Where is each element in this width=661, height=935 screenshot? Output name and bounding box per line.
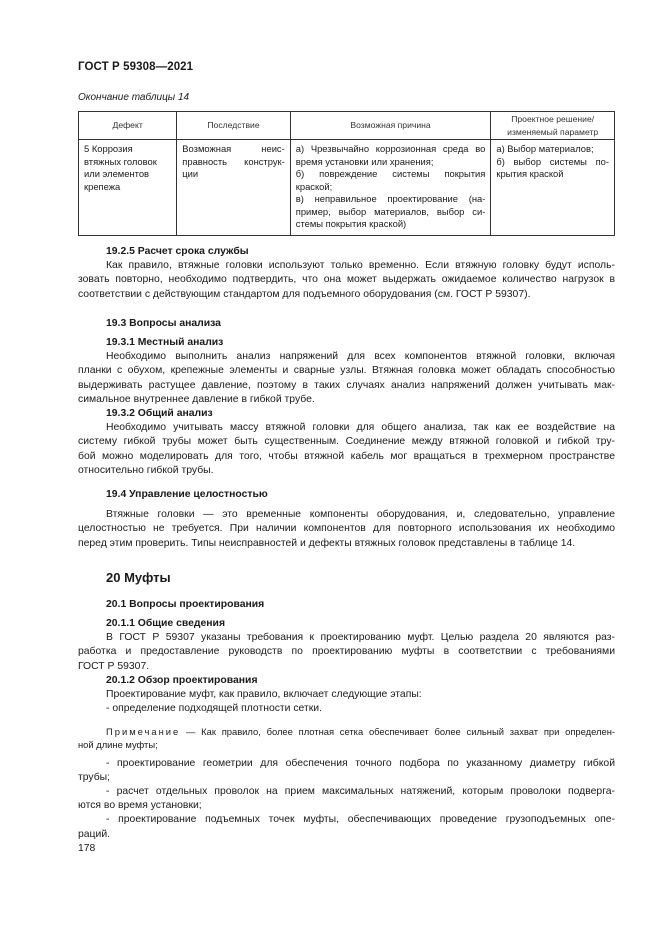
- table-row: [79, 140, 615, 236]
- table-caption: Окончание таблицы 14: [78, 92, 190, 103]
- section-heading: 19.3.1 Местный анализ: [106, 337, 224, 348]
- page-number: 178: [78, 843, 96, 854]
- table-header-row: [79, 112, 615, 140]
- section-19-3-2: [78, 407, 615, 478]
- section-heading: 20.1.2 Обзор проектирования: [106, 675, 258, 686]
- paragraph-line: выдерживать растущее давление, поэтому в таких случаях анализ напряжений должен учитывать мак-: [78, 379, 615, 391]
- section-19-3-1: [78, 336, 615, 407]
- section-19-3: [78, 317, 615, 331]
- paragraph-line: относительно гибкой трубы.: [78, 464, 214, 476]
- column-header-cause: Возможная причина: [290, 112, 491, 140]
- section-heading: 20.1 Вопросы проектирования: [106, 599, 265, 610]
- paragraph-line: целостностью не требуется. При наличии компонентов для повторного использования их необходимо: [78, 523, 615, 535]
- section-heading: 19.2.5 Расчет срока службы: [106, 246, 249, 257]
- section-20-1: [78, 598, 615, 612]
- note: [78, 725, 615, 751]
- column-header-consequence: Последствие: [177, 112, 290, 140]
- note-line: ной длине муфты;: [78, 738, 158, 750]
- paragraph-line: Необходимо выполнить анализ напряжений для всех компонентов втяжной головки, включая: [106, 351, 615, 363]
- paragraph-line: Необходимо учитывать массу втяжной головки для общего анализа, так как ее воздействие на: [106, 422, 615, 434]
- section-heading: 19.3 Вопросы анализа: [106, 318, 221, 329]
- column-header-defect: Дефект: [79, 112, 177, 140]
- paragraph-line: перед этим проверить. Типы неисправностей и дефекты втяжных головок представлены в таблице 14.: [78, 537, 576, 549]
- paragraph-line: зовать повторно, необходимо подтвердить, что она может выдержать ожидаемое количество нагрузок в: [78, 274, 615, 286]
- paragraph-line: бой можно моделировать для того, чтобы втяжной кабель мог вращаться в трехмерном пространстве: [78, 450, 615, 462]
- paragraph-line: симальное внутреннее давление в гибкой трубе.: [78, 393, 315, 405]
- paragraph-line: Как правило, втяжные головки используют только временно. Если втяжную головку будут исполь-: [106, 260, 615, 272]
- paragraph-line: Проектирование муфт, как правило, включает следующие этапы:: [106, 689, 422, 701]
- section-20-1-2: [78, 674, 615, 842]
- cell-cause: а) Чрезвычайно коррозионная среда во время установки или хранения; б) повреждение системы покрытия краской; в) неправильное проектирование (на- пример, выбор материалов, выбор си- стемы покрытия краской): [290, 140, 491, 236]
- list-item: - проектирование подъемных точек муфты, обеспечивающих проведение грузоподъемных опе-: [106, 814, 615, 826]
- defects-table: [78, 111, 615, 236]
- list-item: - проектирование геометрии для обеспечения точного подбора по указанному диаметру гибкой: [106, 757, 615, 769]
- section-heading: 19.4 Управление целостностью: [106, 489, 268, 500]
- list-item-cont: раций.: [78, 828, 111, 840]
- list-item-cont: трубы;: [78, 771, 111, 783]
- paragraph-line: ГОСТ Р 59307.: [78, 660, 150, 672]
- note-line: Примечание — Как правило, более плотная сетка обеспечивает более сильный захват при определен-: [106, 725, 615, 737]
- paragraph-line: В ГОСТ Р 59307 указаны требования к проектированию муфт. Целью раздела 20 являются раз-: [106, 632, 615, 644]
- note-label: Примечание: [106, 725, 181, 737]
- cell-solution: а) Выбор материалов; б) выбор системы по- крытия краской: [491, 140, 615, 236]
- section-19-2-5: [78, 245, 615, 302]
- list-item: - расчет отдельных проволок на прием максимальных натяжений, которым проволоки подверга-: [106, 786, 615, 798]
- cell-consequence: Возможная неис- правность конструк- ции: [177, 140, 290, 236]
- section-heading: 19.3.2 Общий анализ: [106, 408, 213, 419]
- paragraph-line: систему гибкой трубы может быть существенным. Соединение между втяжной головкой и гибкой тру-: [78, 436, 615, 448]
- section-19-4: [78, 488, 615, 551]
- paragraph-line: работка и предоставление руководств по проектированию муфты в соответствии с требованиями: [78, 646, 615, 658]
- paragraph-line: Втяжные головки — это временные компоненты оборудования, и, следовательно, управление: [106, 509, 615, 521]
- cell-defect: 5 Коррозия втяжных головок или элементов крепежа: [79, 140, 177, 236]
- column-header-solution: Проектное решение/ изменяемый параметр: [491, 112, 615, 140]
- section-heading: 20.1.1 Общие сведения: [106, 618, 226, 629]
- document-header: ГОСТ Р 59308—2021: [78, 61, 194, 73]
- list-item-cont: ются во время установки;: [78, 800, 202, 812]
- section-heading-20: 20 Муфты: [106, 570, 171, 585]
- list-item: - определение подходящей плотности сетки.: [106, 703, 322, 715]
- section-20-1-1: [78, 617, 615, 674]
- paragraph-line: соответствии с действующим стандартом для подъемного оборудования (см. ГОСТ Р 59307).: [78, 288, 531, 300]
- paragraph-line: планки с обухом, крепежные элементы и сварные узлы. Втяжная головка может обладать способностью: [78, 365, 615, 377]
